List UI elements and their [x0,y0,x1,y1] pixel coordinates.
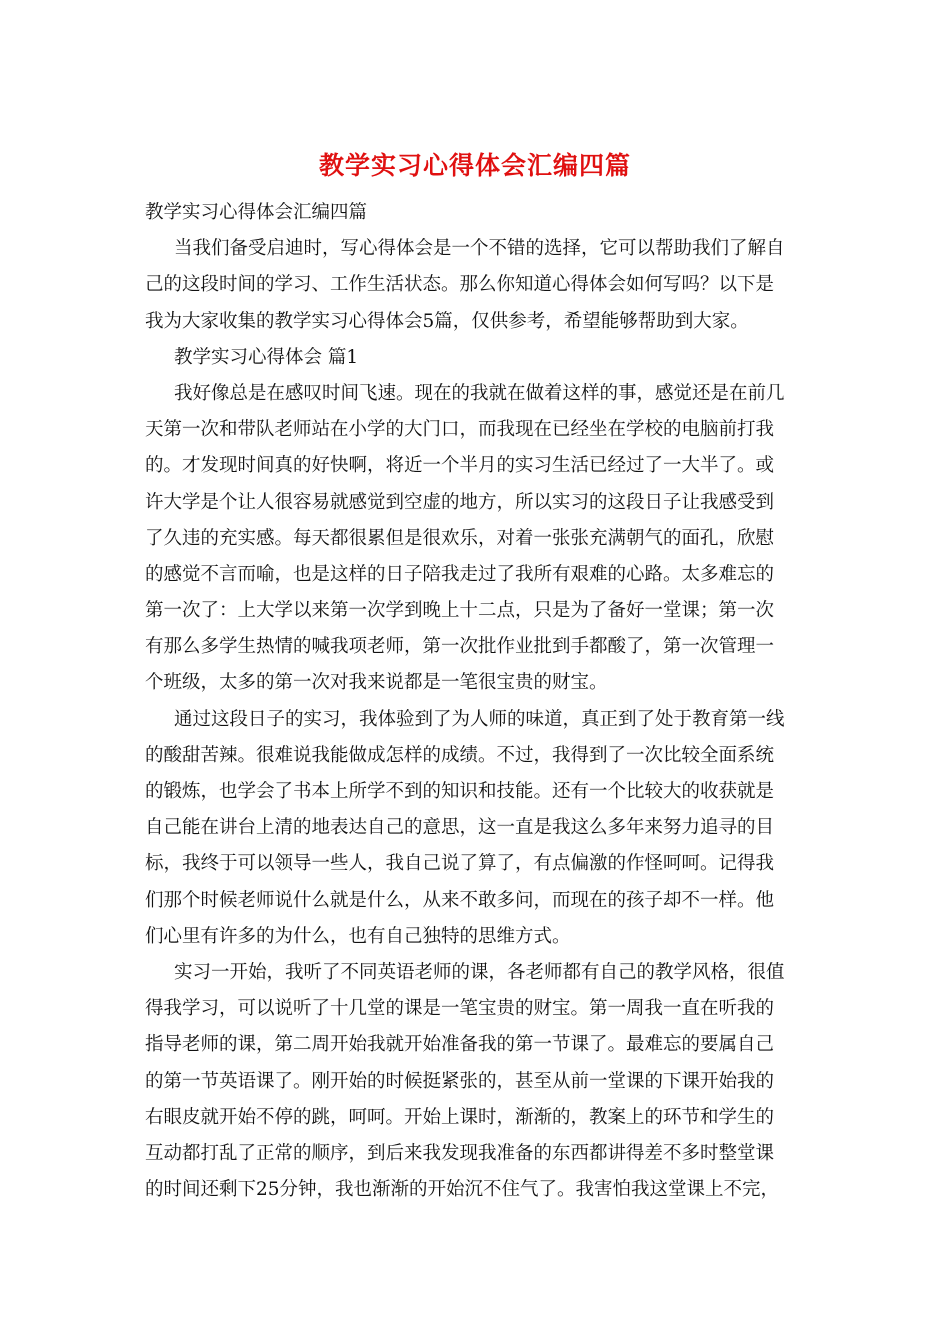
text-line: 指导老师的课，第二周开始我就开始准备我的第一节课了。最难忘的要属自己 [145,1034,775,1056]
text-line: 们心里有许多的为什么，也有自己独特的思维方式。 [145,925,571,947]
text-line: 互动都打乱了正常的顺序，到后来我发现我准备的东西都讲得差不多时整堂课 [145,1142,775,1164]
text-line: 教学实习心得体会 篇1 [174,346,359,368]
text-line: 有那么多学生热情的喊我项老师，第一次批作业批到手都酸了，第一次管理一 [145,636,775,658]
text-line: 个班级，太多的第一次对我来说都是一笔很宝贵的财宝。 [145,672,608,694]
text-line: 我好像总是在感叹时间飞速。现在的我就在做着这样的事，感觉还是在前几 [174,382,785,404]
text-line: 第一次了：上大学以来第一次学到晚上十二点，只是为了备好一堂课；第一次 [145,600,775,622]
text-line: 右眼皮就开始不停的跳，呵呵。开始上课时，渐渐的，教案上的环节和学生的 [145,1106,775,1128]
document-title: 教学实习心得体会汇编四篇 [318,151,631,180]
text-line: 自己能在讲台上清的地表达自己的意思，这一直是我这么多年来努力追寻的目 [145,817,775,839]
text-line: 实习一开始，我听了不同英语老师的课，各老师都有自己的教学风格，很值 [174,961,785,983]
text-line: 通过这段日子的实习，我体验到了为人师的味道，真正到了处于教育第一线 [174,708,785,730]
text-line: 我为大家收集的教学实习心得体会5篇，仅供参考，希望能够帮助到大家。 [145,310,749,332]
text-line: 的锻炼，也学会了书本上所学不到的知识和技能。还有一个比较大的收获就是 [145,781,775,802]
text-line: 的感觉不言而喻，也是这样的日子陪我走过了我所有艰难的心路。太多难忘的 [145,563,775,585]
text-line: 们那个时候老师说什么就是什么，从来不敢多问，而现在的孩子却不一样。他 [145,889,775,911]
text-line: 的。才发现时间真的好快啊，将近一个半月的实习生活已经过了一大半了。或 [145,455,775,477]
text-line: 己的这段时间的学习、工作生活状态。那么你知道心得体会如何写吗？以下是 [145,274,775,296]
text-line: 的酸甜苦辣。很难说我能做成怎样的成绩。不过，我得到了一次比较全面系统 [145,744,775,766]
document-body [145,195,810,1208]
text-line: 得我学习，可以说听了十几堂的课是一笔宝贵的财宝。第一周我一直在听我的 [145,998,775,1020]
text-line: 了久违的充实感。每天都很累但是很欢乐，对着一张张充满朝气的面孔，欣慰 [145,527,775,549]
text-line: 当我们备受启迪时，写心得体会是一个不错的选择，它可以帮助我们了解自 [174,238,785,260]
text-line: 教学实习心得体会汇编四篇 [145,202,368,223]
text-line: 标，我终于可以领导一些人，我自己说了算了，有点偏激的作怪呵呵。记得我 [145,853,775,875]
text-line: 许大学是个让人很容易就感觉到空虚的地方，所以实习的这段日子让我感受到 [145,491,775,513]
text-line: 的第一节英语课了。刚开始的时候挺紧张的，甚至从前一堂课的下课开始我的 [145,1070,775,1092]
text-line: 天第一次和带队老师站在小学的大门口，而我现在已经坐在学校的电脑前打我 [145,419,775,441]
text-line: 的时间还剩下25分钟，我也渐渐的开始沉不住气了。我害怕我这堂课上不完， [145,1179,780,1201]
